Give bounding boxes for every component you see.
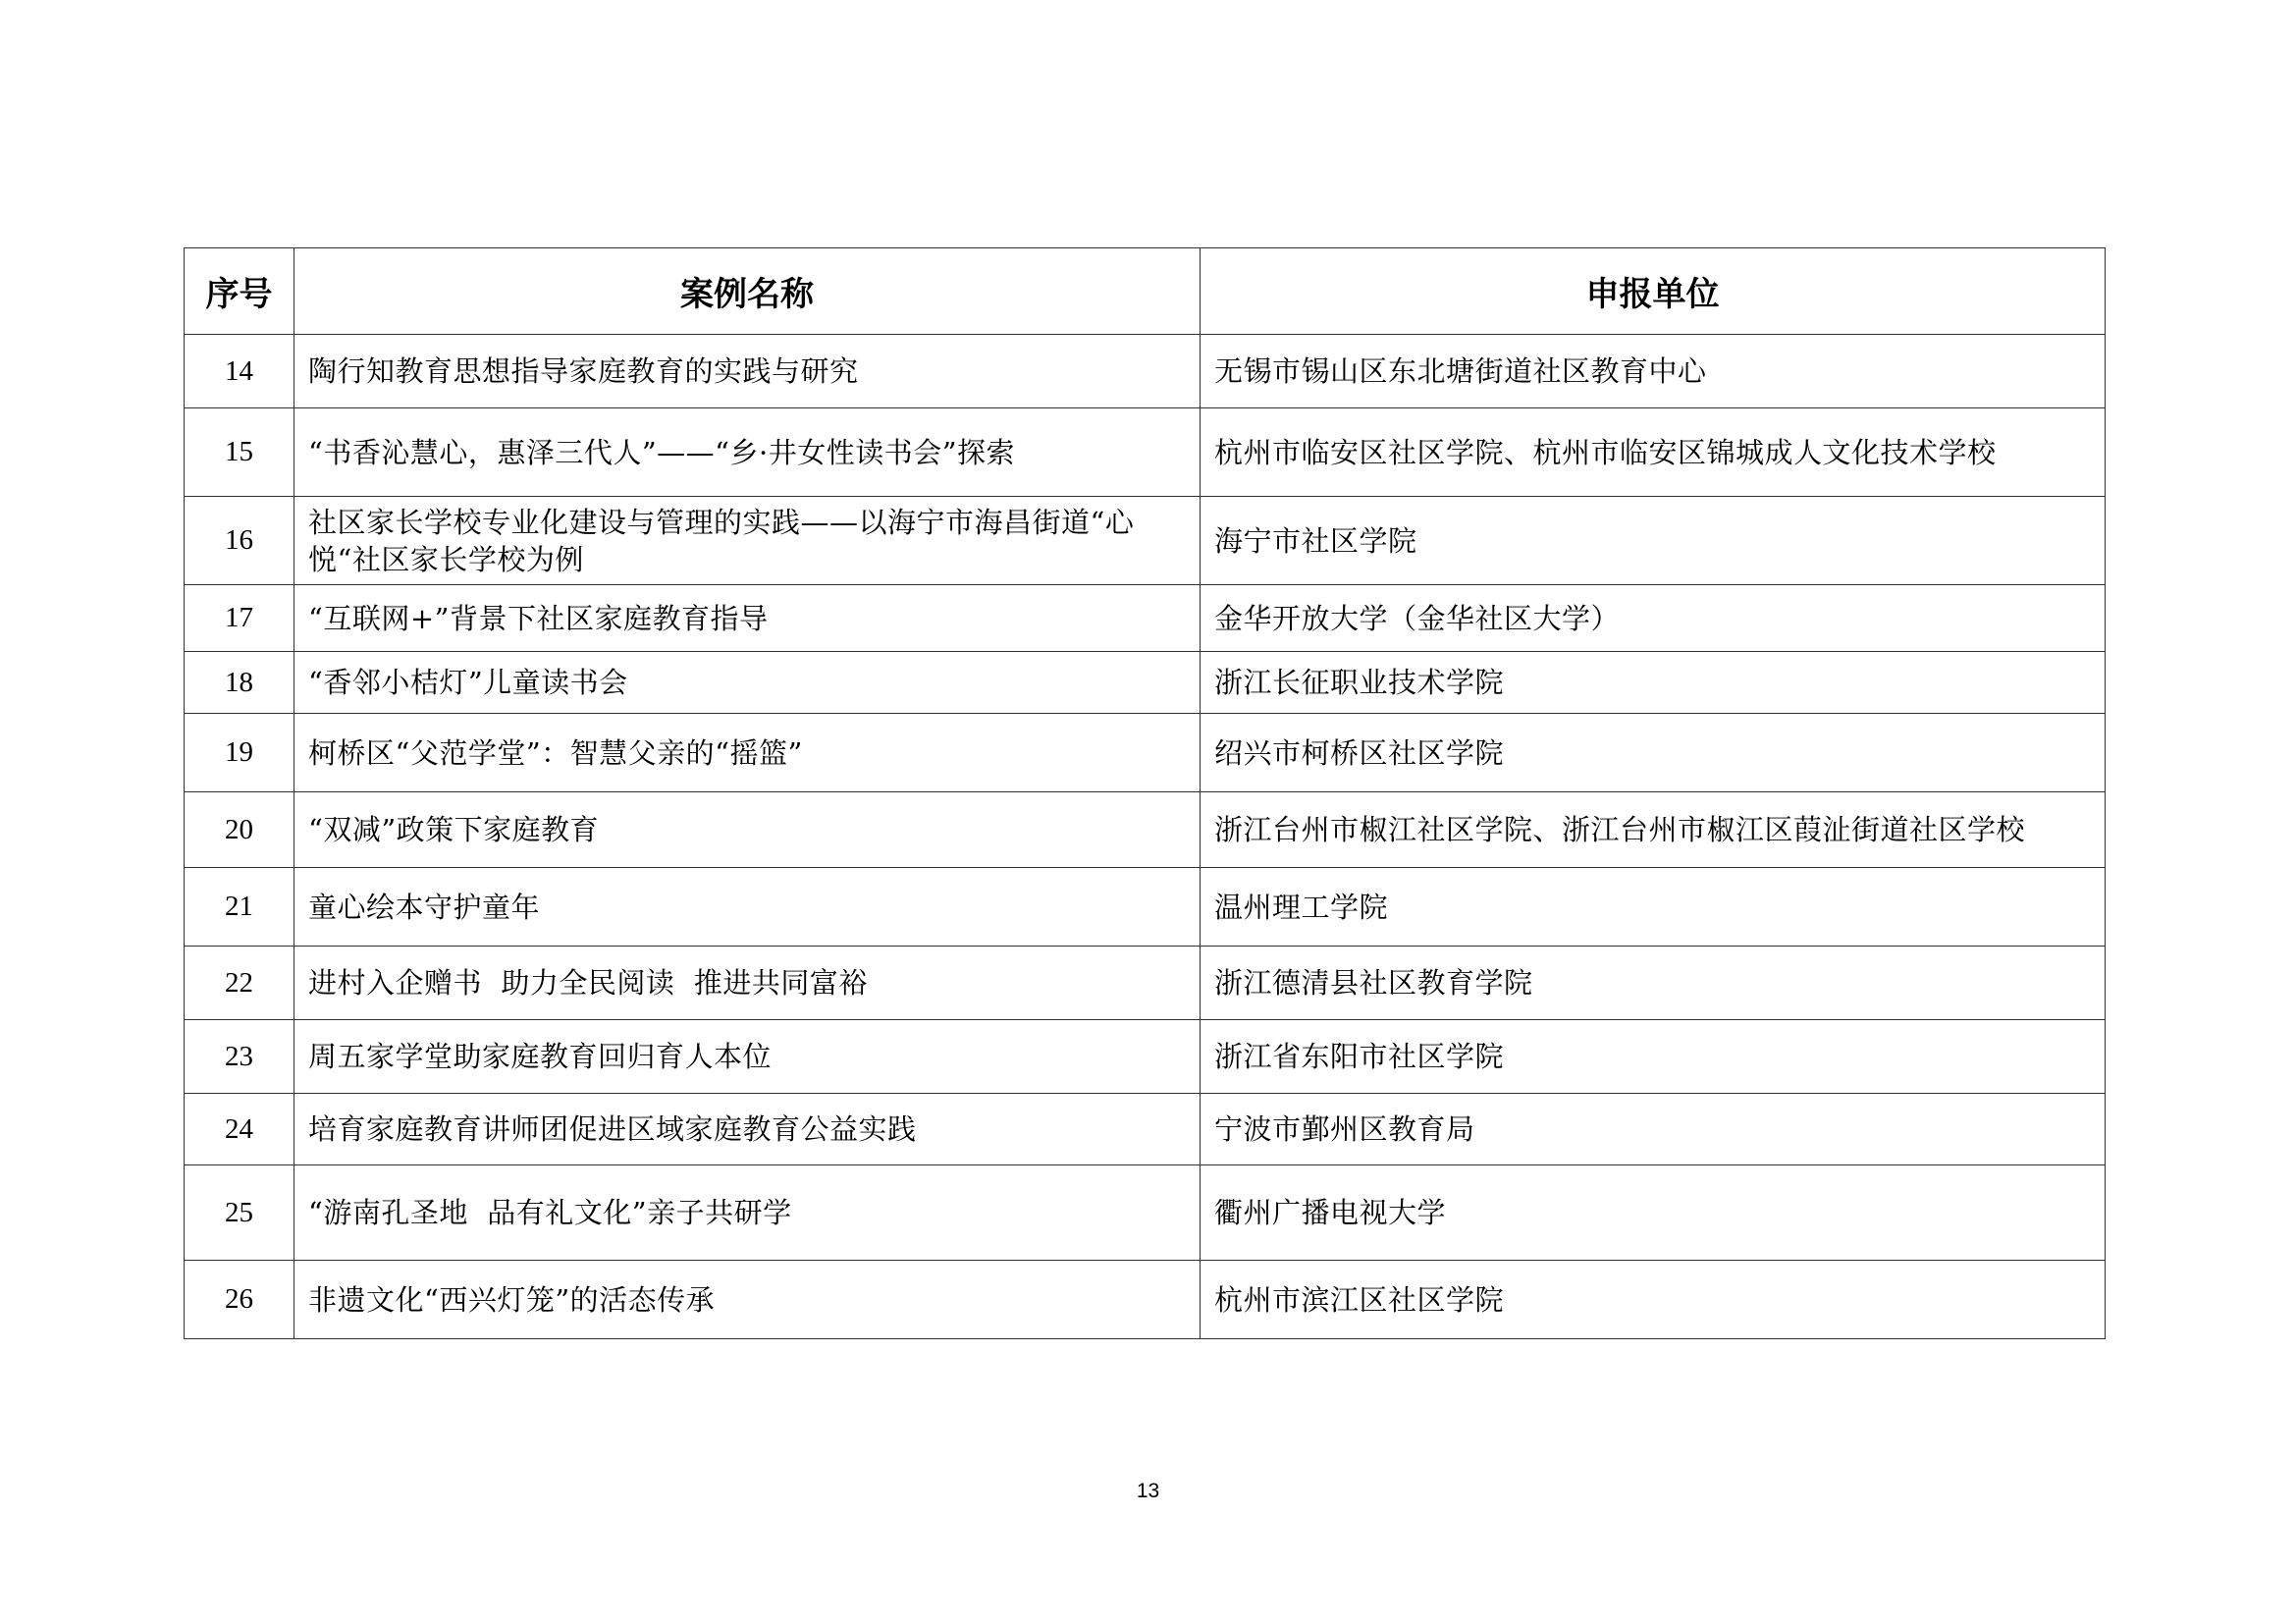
row-case-name: 培育家庭教育讲师团促进区域家庭教育公益实践: [294, 1094, 1201, 1165]
table-row: [185, 1261, 2106, 1339]
table-row: [185, 947, 2106, 1020]
row-applicant-unit: 浙江台州市椒江社区学院、浙江台州市椒江区葭沚街道社区学校: [1201, 792, 2106, 868]
table-row: [185, 585, 2106, 652]
row-serial-number: 21: [185, 868, 294, 947]
row-case-name: “香邻小桔灯”儿童读书会: [294, 652, 1201, 714]
row-serial-number: 26: [185, 1261, 294, 1339]
row-case-name: “双减”政策下家庭教育: [294, 792, 1201, 868]
row-serial-number: 16: [185, 497, 294, 585]
table-row: [185, 335, 2106, 408]
row-case-name: 非遗文化“西兴灯笼”的活态传承: [294, 1261, 1201, 1339]
row-serial-number: 24: [185, 1094, 294, 1165]
row-serial-number: 22: [185, 947, 294, 1020]
table-row: [185, 652, 2106, 714]
row-serial-number: 23: [185, 1020, 294, 1094]
row-serial-number: 17: [185, 585, 294, 652]
row-serial-number: 20: [185, 792, 294, 868]
row-serial-number: 19: [185, 714, 294, 792]
table-header-row: [185, 248, 2106, 335]
row-serial-number: 25: [185, 1165, 294, 1261]
row-case-name: “游南孔圣地 品有礼文化”亲子共研学: [294, 1165, 1201, 1261]
row-applicant-unit: 绍兴市柯桥区社区学院: [1201, 714, 2106, 792]
row-case-name: 柯桥区“父范学堂”：智慧父亲的“摇篮”: [294, 714, 1201, 792]
table-row: [185, 792, 2106, 868]
row-serial-number: 15: [185, 408, 294, 497]
row-applicant-unit: 杭州市临安区社区学院、杭州市临安区锦城成人文化技术学校: [1201, 408, 2106, 497]
row-applicant-unit: 浙江长征职业技术学院: [1201, 652, 2106, 714]
header-serial-number: 序号: [185, 248, 294, 335]
row-applicant-unit: 浙江省东阳市社区学院: [1201, 1020, 2106, 1094]
header-case-name: 案例名称: [294, 248, 1201, 335]
table-row: [185, 714, 2106, 792]
table-row: [185, 408, 2106, 497]
table-row: [185, 1094, 2106, 1165]
row-applicant-unit: 衢州广播电视大学: [1201, 1165, 2106, 1261]
case-table: [184, 247, 2106, 1339]
row-case-name: 社区家长学校专业化建设与管理的实践——以海宁市海昌街道“心悦“社区家长学校为例: [294, 497, 1201, 585]
row-applicant-unit: 金华开放大学（金华社区大学）: [1201, 585, 2106, 652]
row-applicant-unit: 杭州市滨江区社区学院: [1201, 1261, 2106, 1339]
row-case-name: 进村入企赠书 助力全民阅读 推进共同富裕: [294, 947, 1201, 1020]
row-applicant-unit: 温州理工学院: [1201, 868, 2106, 947]
table-row: [185, 868, 2106, 947]
row-serial-number: 18: [185, 652, 294, 714]
row-applicant-unit: 浙江德清县社区教育学院: [1201, 947, 2106, 1020]
row-serial-number: 14: [185, 335, 294, 408]
row-applicant-unit: 海宁市社区学院: [1201, 497, 2106, 585]
row-case-name: 童心绘本守护童年: [294, 868, 1201, 947]
row-case-name: “互联网+”背景下社区家庭教育指导: [294, 585, 1201, 652]
row-case-name: 陶行知教育思想指导家庭教育的实践与研究: [294, 335, 1201, 408]
table-row: [185, 1020, 2106, 1094]
row-case-name: “书香沁慧心，惠泽三代人”——“乡·井女性读书会”探索: [294, 408, 1201, 497]
row-case-name: 周五家学堂助家庭教育回归育人本位: [294, 1020, 1201, 1094]
header-applicant-unit: 申报单位: [1201, 248, 2106, 335]
row-applicant-unit: 宁波市鄞州区教育局: [1201, 1094, 2106, 1165]
row-applicant-unit: 无锡市锡山区东北塘街道社区教育中心: [1201, 335, 2106, 408]
page-number: 13: [1136, 1480, 1160, 1502]
table-row: [185, 1165, 2106, 1261]
table-row: [185, 497, 2106, 585]
